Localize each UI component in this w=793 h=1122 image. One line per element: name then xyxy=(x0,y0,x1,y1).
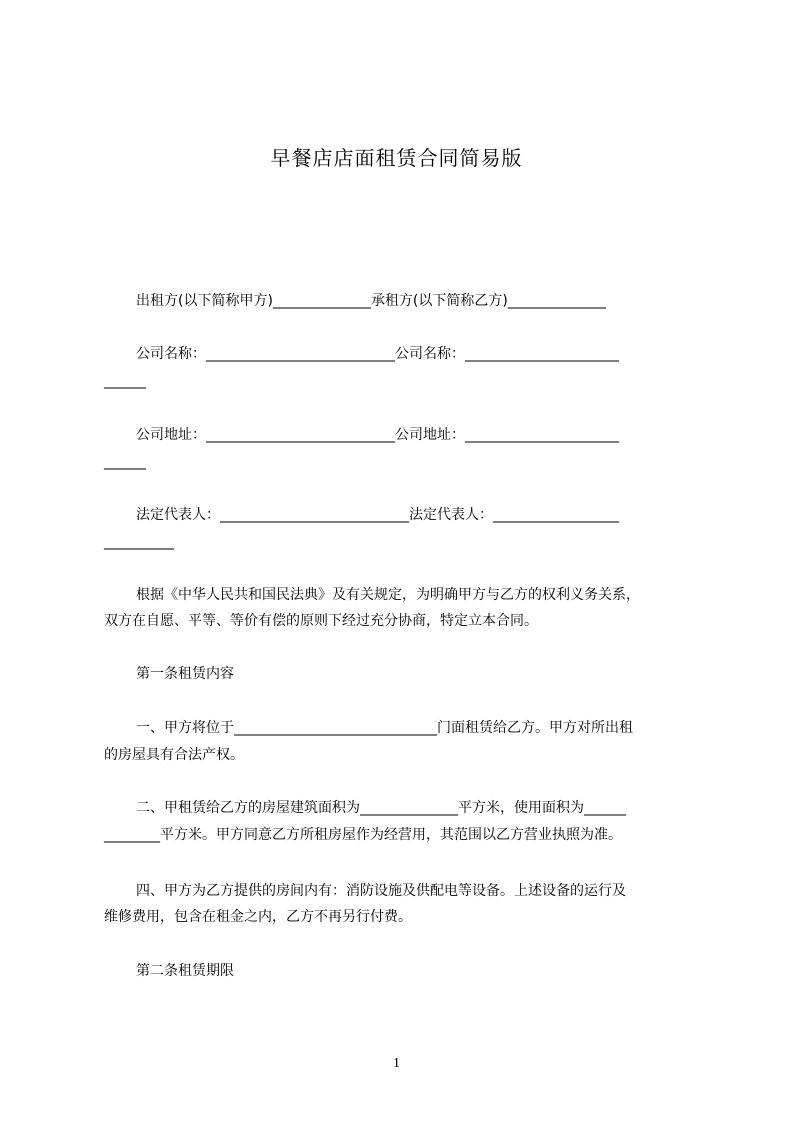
clause-4-line-1: 四、甲方为乙方提供的房间内有：消防设施及供配电等设备。上述设备的运行及 xyxy=(136,883,626,899)
clause-1-line-1: 一、甲方将位于_____________________________门面租赁给乙方。甲方对所出租 xyxy=(136,720,633,736)
preamble-line-2: 双方在自愿、平等、等价有偿的原则下经过充分协商，特定立本合同。 xyxy=(104,613,538,629)
legal-representative-line: 法定代表人：___________________________法定代表人：__________________ xyxy=(136,507,619,523)
company-name-line: 公司名称：___________________________公司名称：______________________ xyxy=(136,346,619,362)
article-1-heading: 第一条租赁内容 xyxy=(136,666,234,682)
company-name-line-continued: ______ xyxy=(104,373,146,389)
preamble-line-1: 根据《中华人民共和国民法典》及有关规定，为明确甲方与乙方的权利义务关系， xyxy=(136,587,640,603)
party-header-line: 出租方(以下简称甲方)______________承租方(以下简称乙方)______________ xyxy=(136,293,606,309)
article-2-heading: 第二条租赁期限 xyxy=(136,963,234,979)
clause-1-line-2: 的房屋具有合法产权。 xyxy=(104,747,244,763)
page-title: 早餐店店面租赁合同简易版 xyxy=(270,146,523,170)
page-number: 1 xyxy=(393,1056,400,1071)
clause-4-line-2: 维修费用，包含在租金之内，乙方不再另行付费。 xyxy=(104,909,412,925)
company-address-line: 公司地址：___________________________公司地址：______________________ xyxy=(136,427,619,443)
legal-representative-line-continued: __________ xyxy=(104,534,174,550)
clause-2-line-1: 二、甲租赁给乙方的房屋建筑面积为______________平方米，使用面积为______ xyxy=(136,800,626,816)
company-address-line-continued: ______ xyxy=(104,454,146,470)
clause-2-line-2: ________平方米。甲方同意乙方所租房屋作为经营用，其范围以乙方营业执照为准。 xyxy=(104,827,622,843)
